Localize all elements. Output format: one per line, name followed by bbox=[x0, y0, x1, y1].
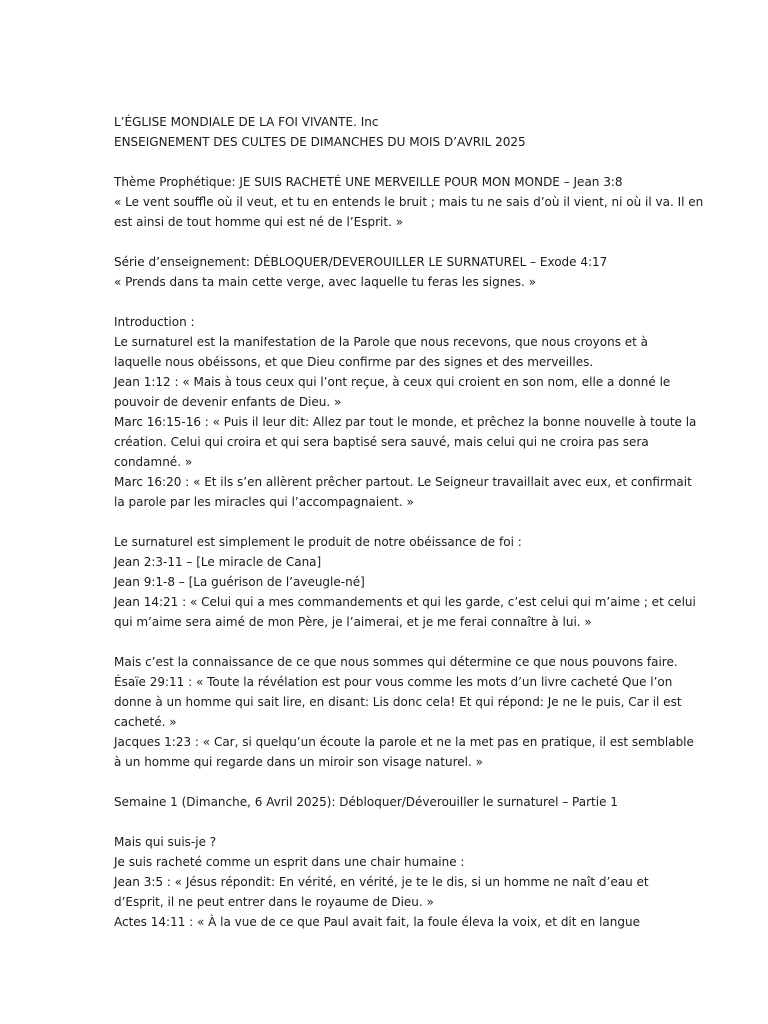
obedience-line: Jean 2:3-11 – [Le miracle de Cana] bbox=[114, 555, 322, 569]
week1-title: Semaine 1 (Dimanche, 6 Avril 2025): Débloquer/Déverouiller le surnaturel – Partie 1 bbox=[114, 795, 618, 809]
knowledge-line: Jacques 1:23 : « Car, si quelqu’un écoute la parole et ne la met pas en pratique, il est semblable bbox=[114, 735, 694, 749]
identity-line: d’Esprit, il ne peut entrer dans le royaume de Dieu. » bbox=[114, 895, 434, 909]
identity-line: Je suis racheté comme un esprit dans une chair humaine : bbox=[114, 855, 465, 869]
series-verse: « Prends dans ta main cette verge, avec laquelle tu feras les signes. » bbox=[114, 275, 536, 289]
knowledge-line: à un homme qui regarde dans un miroir son visage naturel. » bbox=[114, 755, 483, 769]
introduction-line: pouvoir de devenir enfants de Dieu. » bbox=[114, 395, 342, 409]
obedience-line: qui m’aime sera aimé de mon Père, je l’aimerai, et je me ferai connaître à lui. » bbox=[114, 615, 592, 629]
identity-line: Actes 14:11 : « À la vue de ce que Paul avait fait, la foule éleva la voix, et dit en langue bbox=[114, 915, 640, 929]
obedience-line: Jean 14:21 : « Celui qui a mes commandements et qui les garde, c’est celui qui m’aime ; et celui bbox=[114, 595, 696, 609]
spacer bbox=[114, 292, 659, 312]
introduction-line: Marc 16:20 : « Et ils s’en allèrent prêcher partout. Le Seigneur travaillait avec eux, et confirmait bbox=[114, 475, 692, 489]
introduction-heading: Introduction : bbox=[114, 315, 195, 329]
identity-line: Mais qui suis-je ? bbox=[114, 835, 217, 849]
knowledge-line: donne à un homme qui sait lire, en disant: Lis donc cela! Et qui répond: Je ne le puis, Car il est bbox=[114, 695, 682, 709]
spacer bbox=[114, 152, 659, 172]
introduction-line: Jean 1:12 : « Mais à tous ceux qui l’ont reçue, à ceux qui croient en son nom, elle a donné le bbox=[114, 375, 671, 389]
spacer bbox=[114, 632, 659, 652]
knowledge-line: Mais c’est la connaissance de ce que nous sommes qui détermine ce que nous pouvons faire. bbox=[114, 655, 678, 669]
introduction-line: Le surnaturel est la manifestation de la Parole que nous recevons, que nous croyons et à bbox=[114, 335, 649, 349]
identity-line: Jean 3:5 : « Jésus répondit: En vérité, en vérité, je te le dis, si un homme ne naît d’eau et bbox=[114, 875, 649, 889]
introduction-line: laquelle nous obéissons, et que Dieu confirme par des signes et des merveilles. bbox=[114, 355, 594, 369]
introduction-line: création. Celui qui croira et qui sera baptisé sera sauvé, mais celui qui ne croira pas sera bbox=[114, 435, 649, 449]
spacer bbox=[114, 812, 659, 832]
theme-title: Thème Prophétique: JE SUIS RACHETÉ UNE MERVEILLE POUR MON MONDE – Jean 3:8 bbox=[114, 175, 623, 189]
theme-verse-line: est ainsi de tout homme qui est né de l’Esprit. » bbox=[114, 215, 404, 229]
spacer bbox=[114, 232, 659, 252]
theme-verse-line: « Le vent souffle où il veut, et tu en entends le bruit ; mais tu ne sais d’où il vient, ni où il va. Il en bbox=[114, 195, 704, 209]
obedience-line: Le surnaturel est simplement le produit de notre obéissance de foi : bbox=[114, 535, 522, 549]
spacer bbox=[114, 772, 659, 792]
obedience-line: Jean 9:1-8 – [La guérison de l’aveugle-né] bbox=[114, 575, 365, 589]
introduction-line: la parole par les miracles qui l’accompagnaient. » bbox=[114, 495, 414, 509]
knowledge-line: cacheté. » bbox=[114, 715, 177, 729]
org-name: L’ÉGLISE MONDIALE DE LA FOI VIVANTE. Inc bbox=[114, 115, 379, 129]
document-subtitle: ENSEIGNEMENT DES CULTES DE DIMANCHES DU MOIS D’AVRIL 2025 bbox=[114, 135, 526, 149]
knowledge-line: Ésaïe 29:11 : « Toute la révélation est pour vous comme les mots d’un livre cacheté Que l’on bbox=[114, 675, 673, 689]
introduction-line: Marc 16:15-16 : « Puis il leur dit: Allez par tout le monde, et prêchez la bonne nouvelle à toute la bbox=[114, 415, 697, 429]
spacer bbox=[114, 512, 659, 532]
introduction-line: condamné. » bbox=[114, 455, 193, 469]
series-title: Série d’enseignement: DÉBLOQUER/DEVEROUILLER LE SURNATUREL – Exode 4:17 bbox=[114, 255, 608, 269]
document-page bbox=[114, 112, 704, 932]
